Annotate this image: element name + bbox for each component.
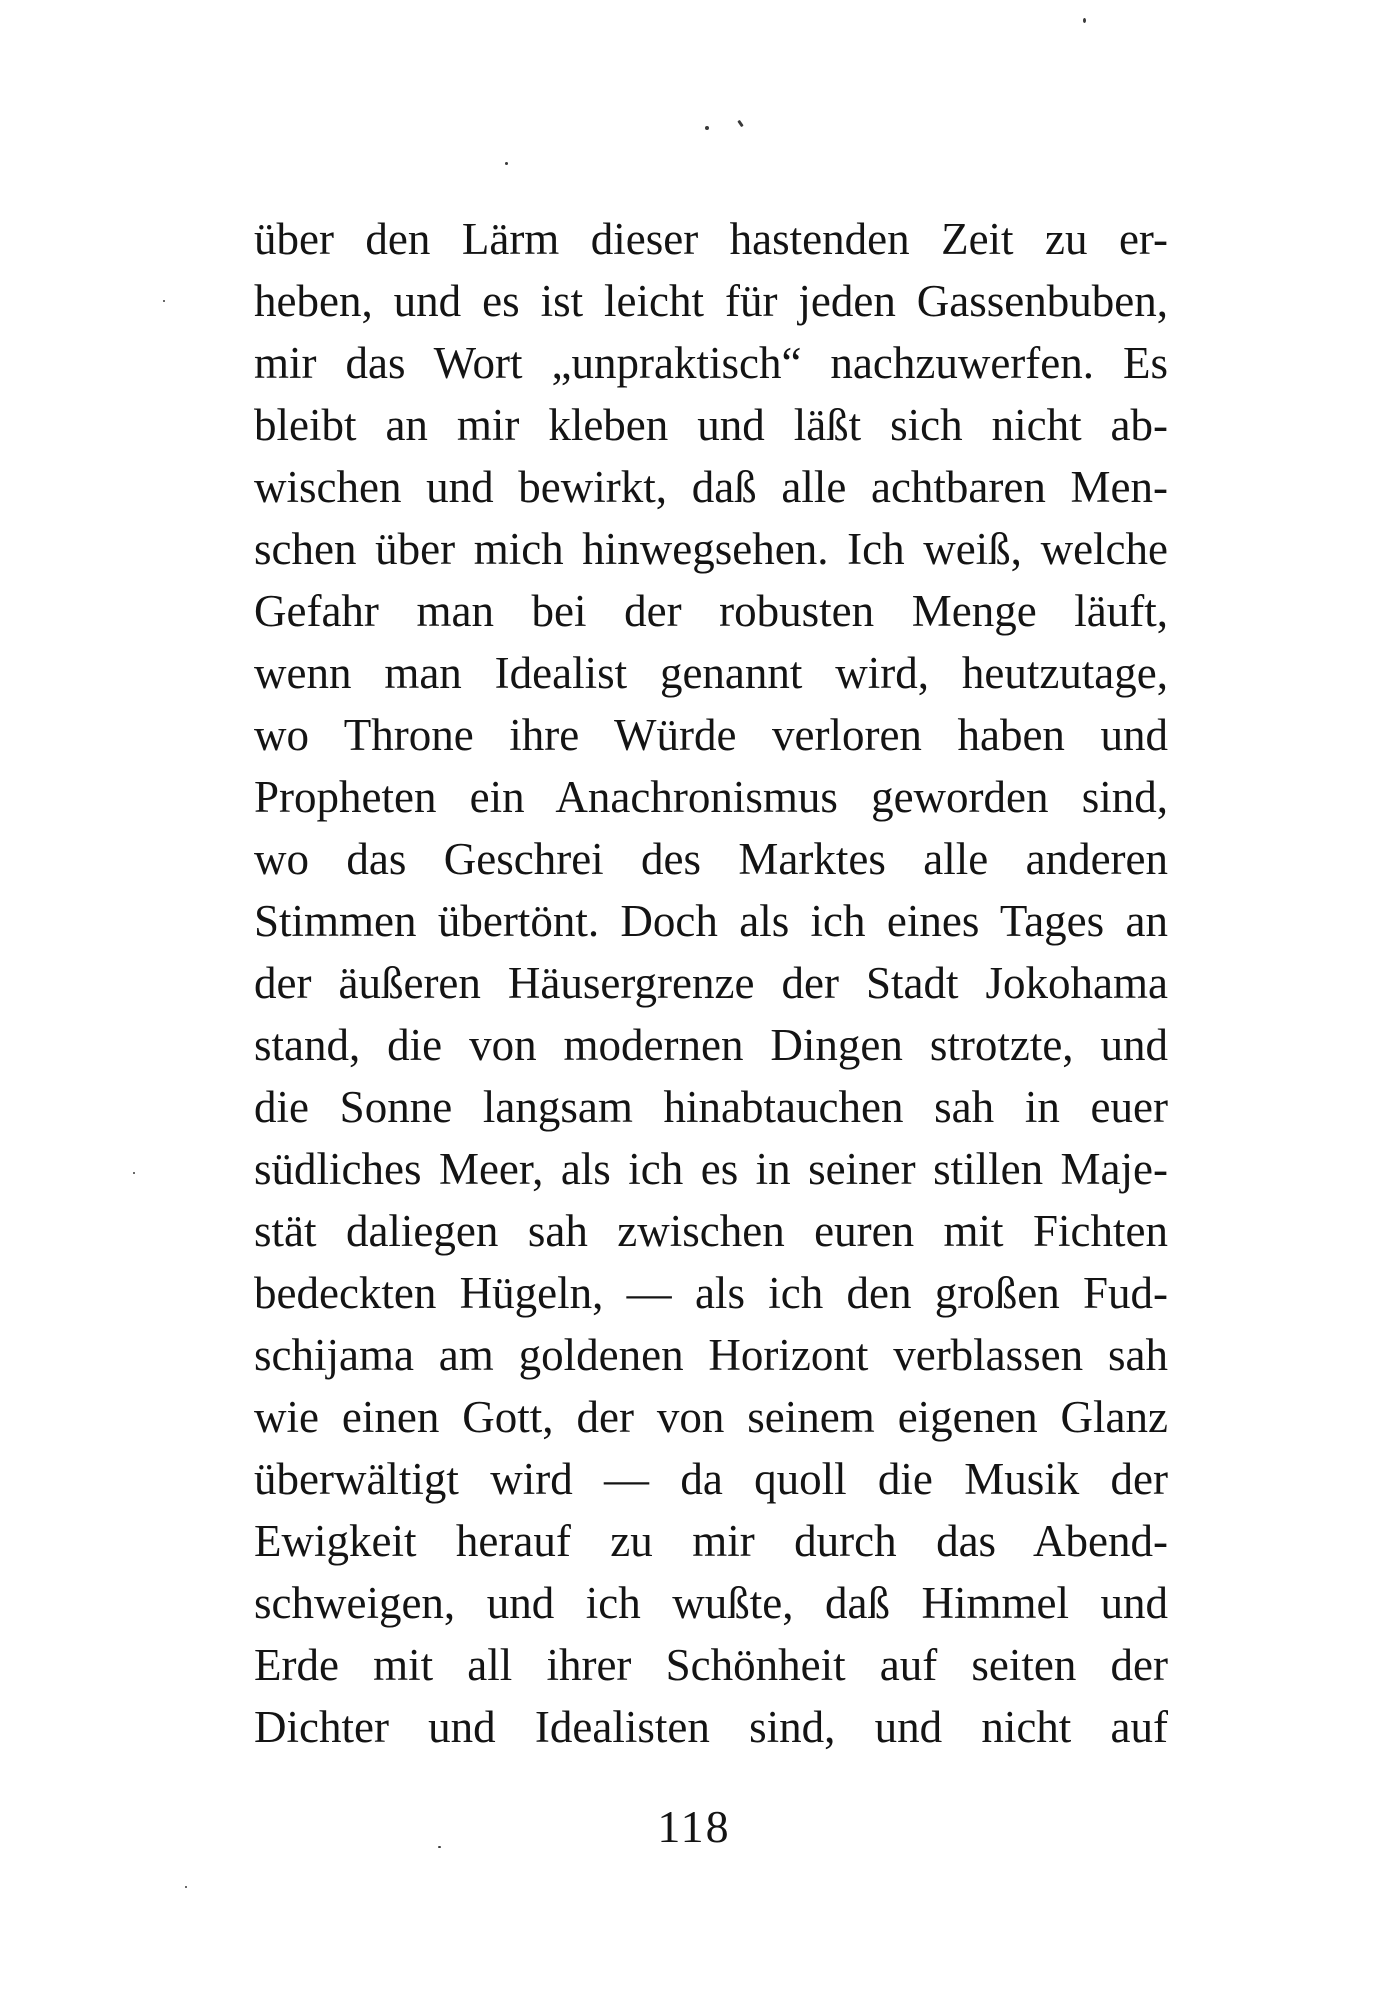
text-line: Dichter und Idealisten sind, und nicht auf — [254, 1702, 1168, 1752]
text-line: schijama am goldenen Horizont verblassen sah — [254, 1330, 1168, 1380]
text-line: wenn man Idealist genannt wird, heutzutage, — [254, 648, 1168, 698]
print-speck — [505, 162, 508, 165]
text-line: wischen und bewirkt, daß alle achtbaren Men- — [254, 462, 1168, 512]
text-line: Gefahr man bei der robusten Menge läuft, — [254, 586, 1168, 636]
text-line: die Sonne langsam hinabtauchen sah in euer — [254, 1082, 1168, 1132]
text-line: wo das Geschrei des Marktes alle anderen — [254, 834, 1168, 884]
print-speck — [185, 1886, 187, 1888]
text-line: schweigen, und ich wußte, daß Himmel und — [254, 1578, 1168, 1628]
text-line: südliches Meer, als ich es in seiner stillen Maje- — [254, 1144, 1168, 1194]
text-line: Erde mit all ihrer Schönheit auf seiten der — [254, 1640, 1168, 1690]
text-line: Stimmen übertönt. Doch als ich eines Tages an — [254, 896, 1168, 946]
text-line: Ewigkeit herauf zu mir durch das Abend- — [254, 1516, 1168, 1566]
text-line: über den Lärm dieser hastenden Zeit zu er- — [254, 214, 1168, 264]
text-line: schen über mich hinwegsehen. Ich weiß, welche — [254, 524, 1168, 574]
text-line: der äußeren Häusergrenze der Stadt Jokohama — [254, 958, 1168, 1008]
text-line: bleibt an mir kleben und läßt sich nicht ab- — [254, 400, 1168, 450]
text-line: wo Throne ihre Würde verloren haben und — [254, 710, 1168, 760]
text-line: wie einen Gott, der von seinem eigenen Glanz — [254, 1392, 1168, 1442]
text-line: mir das Wort „unpraktisch“ nachzuwerfen. Es — [254, 338, 1168, 388]
print-speck — [133, 1172, 135, 1174]
text-line: stand, die von modernen Dingen strotzte, und — [254, 1020, 1168, 1070]
page-number: 118 — [657, 1801, 731, 1852]
text-line: Propheten ein Anachronismus geworden sind, — [254, 772, 1168, 822]
print-speck — [163, 300, 165, 302]
print-speck — [705, 126, 709, 130]
text-line: heben, und es ist leicht für jeden Gassenbuben, — [254, 276, 1168, 326]
text-line: bedeckten Hügeln, — als ich den großen Fud- — [254, 1268, 1168, 1318]
text-line: stät daliegen sah zwischen euren mit Fichten — [254, 1206, 1168, 1256]
print-speck — [737, 120, 743, 127]
body-text — [254, 208, 1168, 1758]
print-speck — [1083, 18, 1086, 23]
text-line: überwältigt wird — da quoll die Musik der — [254, 1454, 1168, 1504]
